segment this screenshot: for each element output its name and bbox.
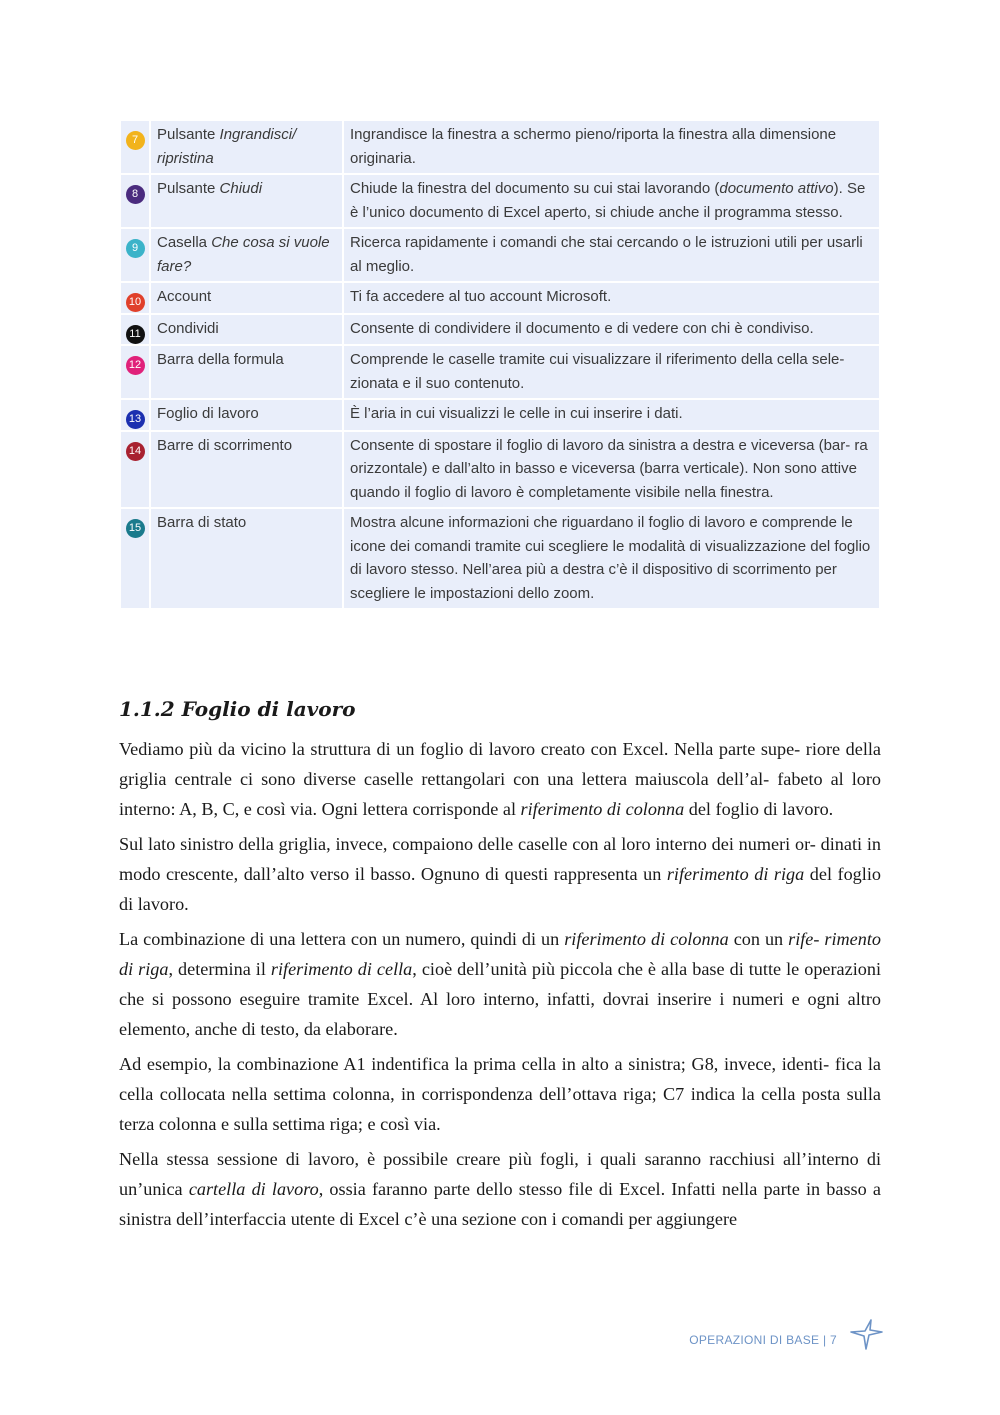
paragraph-text: con un — [728, 929, 789, 949]
legend-label-text: Barra della formula — [157, 351, 284, 368]
legend-number-cell — [121, 175, 149, 227]
legend-row — [121, 346, 879, 398]
italic-term: riferimento di cella — [270, 959, 413, 979]
legend-description-text: Ingrandisce la finestra a schermo pieno/riporta la finestra alla dimensione originaria. — [350, 126, 837, 167]
legend-description-text: Comprende le caselle tramite cui visualizzare il riferimento della cella sele- zionata e il suo contenuto. — [350, 351, 845, 392]
legend-label-text: Pulsante — [157, 126, 220, 143]
legend-description-text: È l’aria in cui visualizzi le celle in cui inserire i dati. — [350, 405, 683, 422]
star-outline-icon — [849, 1318, 883, 1350]
legend-number-cell — [121, 229, 149, 281]
legend-description-text: ). Se è l’unico documento di Excel aperto, si chiude anche il programma stesso. — [350, 180, 866, 221]
interface-legend-table — [119, 119, 881, 610]
italic-term: riferimento di riga — [666, 864, 805, 884]
body-paragraph — [119, 1049, 881, 1139]
legend-number-cell — [121, 121, 149, 173]
legend-label-cell — [151, 175, 342, 227]
legend-table-body — [121, 121, 879, 608]
legend-label-text: Barra di stato — [157, 514, 247, 531]
italic-term: rife- rimento di riga — [119, 929, 881, 979]
number-badge: 9 — [126, 239, 145, 258]
legend-label-text: Pulsante — [157, 180, 220, 197]
legend-number-cell — [121, 346, 149, 398]
legend-number-cell — [121, 283, 149, 313]
legend-label-italic: Chiudi — [219, 180, 263, 197]
legend-label-cell — [151, 315, 342, 345]
legend-row — [121, 432, 879, 508]
legend-label-text: Foglio di lavoro — [157, 405, 259, 422]
legend-description-text: Consente di condividere il documento e di vedere con chi è condiviso. — [350, 319, 814, 337]
paragraph-text: , cioè dell’unità più piccola che è alla base di tutte le operazioni che si possono eseguire tramite Excel. Al loro interno, infatti, dovrai inserire i numeri e ogni altro elemento, anche di testo, da elaborare. — [119, 959, 881, 1039]
italic-term: riferimento di colonna — [564, 929, 729, 949]
legend-label-cell — [151, 432, 342, 508]
body-paragraph — [119, 829, 881, 919]
legend-row — [121, 175, 879, 227]
number-badge: 11 — [126, 325, 145, 344]
legend-description-cell — [344, 509, 879, 608]
paragraph-text: del foglio di lavoro. — [119, 864, 881, 914]
legend-description-cell — [344, 229, 879, 281]
paragraph-text: Ad esempio, la combinazione A1 indentifica la prima cella in alto a sinistra; G8, invece, identi- fica la cella collocata nella settima colonna, in corrispondenza dell’ottava riga; C7 indica la cella posta sulla terza colonna e sulla settima riga; e così via. — [119, 1054, 881, 1134]
legend-row — [121, 121, 879, 173]
paragraph-text: del foglio di lavoro. — [684, 799, 834, 819]
legend-label-italic: Ingrandisci/ ripristina — [157, 126, 297, 167]
paragraph-text: Vediamo più da vicino la struttura di un foglio di lavoro creato con Excel. Nella parte supe- riore della griglia centrale ci sono diverse caselle rettangolari con una lettera maiuscola dell’al- fabeto al loro interno: A, B, C, e così via. Ogni lettera corrisponde al — [119, 739, 881, 819]
italic-term: cartella di lavoro — [188, 1179, 319, 1199]
legend-description-cell — [344, 121, 879, 173]
body-paragraph — [119, 924, 881, 1044]
italic-term: riferimento di colonna — [520, 799, 685, 819]
paragraph-text: La combinazione di una lettera con un numero, quindi di un — [119, 929, 565, 949]
number-badge: 7 — [126, 131, 145, 150]
legend-row — [121, 400, 879, 430]
legend-row — [121, 283, 879, 313]
number-badge: 15 — [126, 519, 145, 538]
legend-description-cell — [344, 346, 879, 398]
legend-label-cell — [151, 400, 342, 430]
number-badge: 8 — [126, 185, 145, 204]
legend-row — [121, 315, 879, 345]
legend-number-cell — [121, 509, 149, 608]
section-body — [119, 734, 881, 1239]
paragraph-text: , ossia faranno parte dello stesso file di Excel. Infatti nella parte in basso a sinistra dell’interfaccia utente di Excel c’è una sezione con i comandi per aggiungere — [119, 1179, 881, 1229]
legend-description-cell — [344, 432, 879, 508]
body-paragraph — [119, 1144, 881, 1234]
legend-row — [121, 509, 879, 608]
legend-description-cell — [344, 400, 879, 430]
legend-description-text: Chiude la finestra del documento su cui stai lavorando ( — [350, 180, 720, 197]
legend-description-cell — [344, 175, 879, 227]
legend-description-text: Ti fa accedere al tuo account Microsoft. — [350, 288, 612, 305]
legend-label-text: Account — [157, 288, 212, 305]
body-paragraph — [119, 734, 881, 824]
legend-label-text: Casella — [157, 234, 212, 251]
legend-label-cell — [151, 346, 342, 398]
legend-row — [121, 229, 879, 281]
legend-label-cell — [151, 283, 342, 313]
paragraph-text: , determina il — [168, 959, 271, 979]
legend-description-cell — [344, 283, 879, 313]
legend-description-cell — [344, 315, 879, 345]
legend-description-text: Mostra alcune informazioni che riguardano il foglio di lavoro e comprende le icone dei comandi tramite cui scegliere le modalità di visualizzazione del foglio di lavoro stesso. Nell’area più a destra c’è il dispositivo di scorrimento per scegliere le impostazioni dello zoom. — [350, 514, 871, 602]
legend-number-cell — [121, 400, 149, 430]
section-title: 1.1.2 Foglio di lavoro — [119, 697, 356, 721]
number-badge: 13 — [126, 410, 145, 429]
legend-label-cell — [151, 121, 342, 173]
legend-number-cell — [121, 432, 149, 508]
legend-label-cell — [151, 509, 342, 608]
number-badge: 14 — [126, 442, 145, 461]
legend-label-italic: Che cosa si vuole fare? — [157, 234, 330, 275]
legend-description-text: Ricerca rapidamente i comandi che stai cercando o le istruzioni utili per usarli al meglio. — [350, 234, 863, 275]
paragraph-text: Nella stessa sessione di lavoro, è possibile creare più fogli, i quali saranno racchiusi all’interno di un’unica — [119, 1149, 881, 1199]
legend-label-text: Condividi — [157, 319, 219, 337]
legend-label-text: Barre di scorrimento — [157, 436, 293, 454]
legend-label-cell — [151, 229, 342, 281]
paragraph-text: Sul lato sinistro della griglia, invece, compaiono delle caselle con al loro interno dei numeri or- dinati in modo crescente, dall’alto verso il basso. Ognuno di questi rappresenta un — [119, 834, 881, 884]
legend-description-text: Consente di spostare il foglio di lavoro da sinistra a destra e viceversa (bar- ra orizzontale) e dall’alto in basso e viceversa (barra verticale). Non sono attive quando il foglio di lavoro è completamente visibile nella finestra. — [350, 436, 868, 501]
number-badge: 10 — [126, 293, 145, 312]
number-badge: 12 — [126, 356, 145, 375]
legend-description-italic: documento attivo — [719, 180, 834, 197]
legend-number-cell — [121, 315, 149, 345]
page-footer: OPERAZIONI DI BASE | 7 — [689, 1333, 837, 1347]
